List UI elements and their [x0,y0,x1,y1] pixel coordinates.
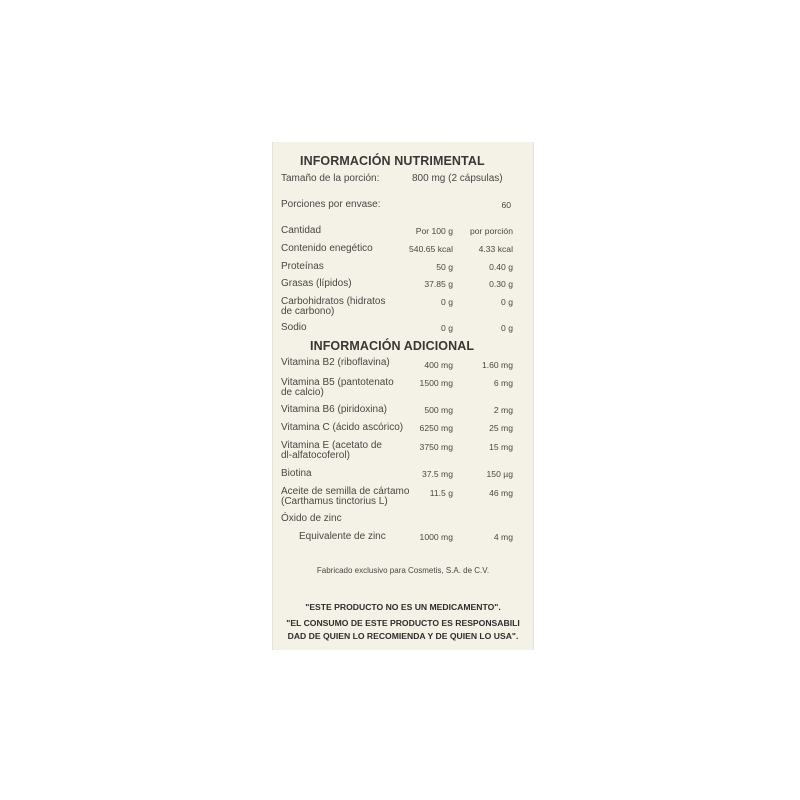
per-100g-header: Por 100 g [415,226,453,236]
vitamin-label-line1: Vitamina E (acetato de [281,440,382,451]
per-serving-header: por porción [470,226,513,236]
notice-line3: DAD DE QUIEN LO RECOMIENDA Y DE QUIEN LO USA". [287,631,519,641]
vitamin-per-serving: 1.60 mg [481,360,513,370]
nutrient-label: Grasas (lípidos) [281,278,352,289]
vitamin-per100: 3750 mg [419,442,453,452]
vitamin-label-line1: Aceite de semilla de cártamo [281,486,410,497]
nutrient-per100: 0 g [441,297,453,307]
vitamin-per100: 6250 mg [419,423,453,433]
nutrient-label: Proteínas [281,261,324,272]
nutrition-label-panel [272,142,534,650]
nutrient-label: Sodio [281,322,307,333]
vitamin-per100: 400 mg [424,360,453,370]
nutrient-label-line1: Carbohidratos (hidratos [281,296,386,307]
serving-size-label: Tamaño de la porción: [281,173,380,184]
nutrition-title: INFORMACIÓN NUTRIMENTAL [300,154,485,168]
nutrient-per100: 50 g [436,262,453,272]
vitamin-label-line2: de calcio) [281,387,324,398]
vitamin-per-serving: 150 µg [486,469,513,479]
amount-header: Cantidad [281,225,322,236]
vitamin-label: Vitamina C (ácido ascórico) [281,422,404,433]
nutrient-per100: 0 g [441,323,453,333]
servings-value: 60 [501,200,511,210]
nutrient-per-serving: 4.33 kcal [478,244,513,254]
vitamin-label-line2: (Carthamus tinctorius L) [281,496,388,507]
vitamin-per100: 37.5 mg [421,469,453,479]
vitamin-label: Vitamina B2 (riboflavina) [281,357,390,368]
nutrient-per-serving: 0 g [501,297,513,307]
notice-line2: "EL CONSUMO DE ESTE PRODUCTO ES RESPONSABILI [286,618,520,628]
nutrient-per-serving: 0.40 g [489,262,513,272]
nutrient-label-line2: de carbono) [281,306,335,317]
nutrient-per-serving: 0 g [501,323,513,333]
nutrient-per100: 540.65 kcal [409,244,453,254]
vitamin-per100: 1500 mg [419,378,453,388]
vitamin-per-serving: 46 mg [489,488,513,498]
vitamin-per-serving: 25 mg [489,423,513,433]
vitamin-label-line2: dl-alfatocoferol) [281,450,350,461]
nutrient-label: Contenido enegético [281,243,373,254]
vitamin-label: Vitamina B6 (piridoxina) [281,404,387,415]
vitamin-per100: 11.5 g [429,488,453,498]
vitamin-per-serving: 6 mg [493,378,513,388]
manufacturer-note: Fabricado exclusivo para Cosmetis, S.A. de C.V. [316,566,490,575]
vitamin-per100: 500 mg [424,405,453,415]
nutrient-per-serving: 0.30 g [489,279,513,289]
vitamin-per-serving: 4 mg [493,532,513,542]
nutrient-per100: 37.85 g [424,279,453,289]
serving-size-value: 800 mg (2 cápsulas) [412,173,503,184]
vitamin-label-line1: Vitamina B5 (pantotenato [281,377,394,388]
additional-title: INFORMACIÓN ADICIONAL [310,339,475,353]
vitamin-per-serving: 15 mg [489,442,513,452]
vitamin-per100: 1000 mg [419,532,453,542]
vitamin-per-serving: 2 mg [493,405,513,415]
vitamin-label: Óxido de zinc [281,513,342,524]
vitamin-label: Biotina [281,468,312,479]
servings-label: Porciones por envase: [281,199,381,210]
vitamin-label: Equivalente de zinc [299,531,386,542]
notice-line1: "ESTE PRODUCTO NO ES UN MEDICAMENTO". [305,602,501,612]
